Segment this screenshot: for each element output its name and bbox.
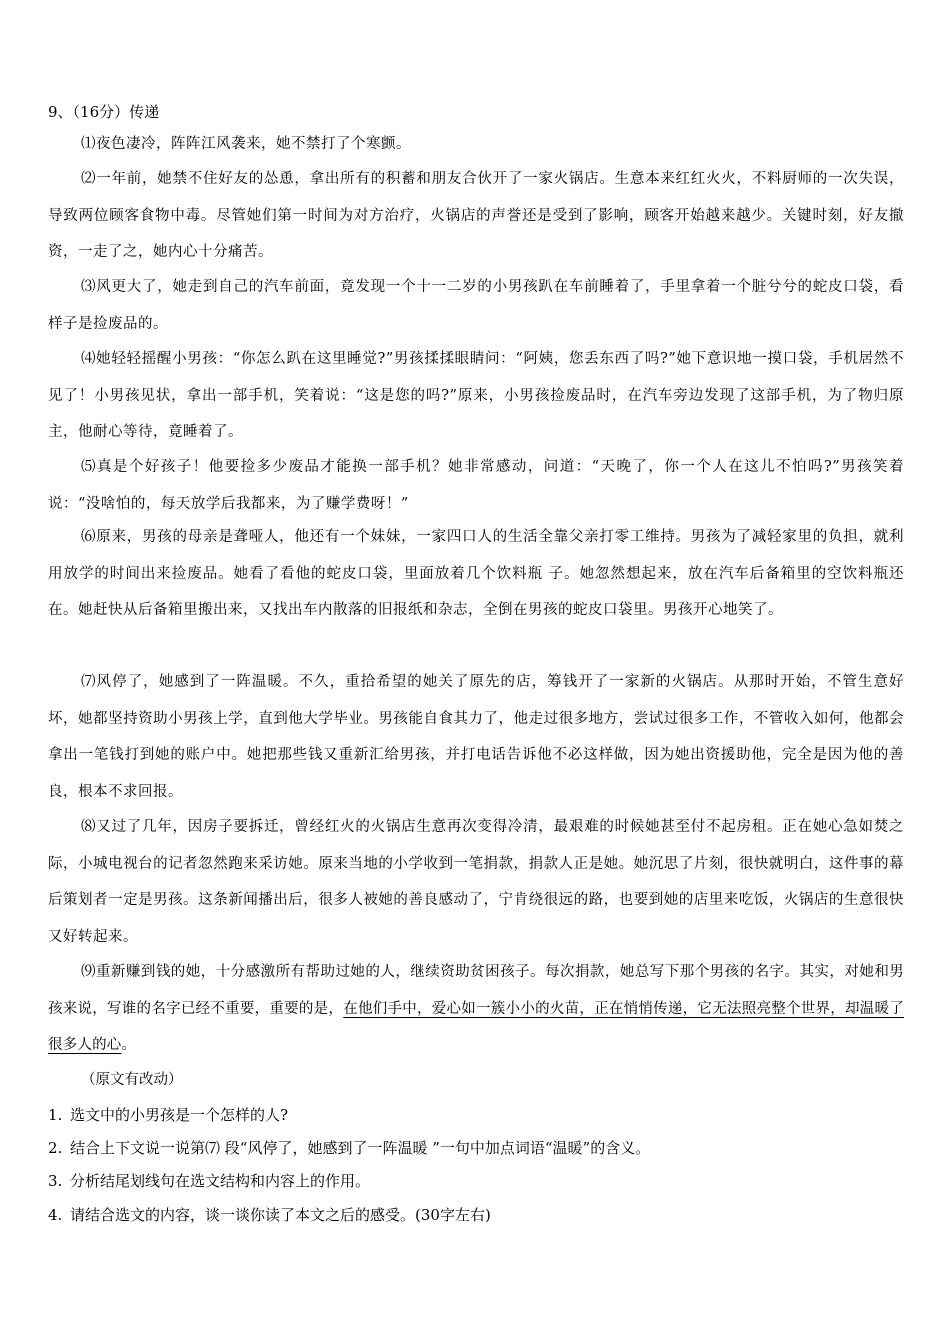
question-1	[48, 1103, 288, 1127]
question-text: 分析结尾划线句在选文结构和内容上的作用。	[70, 1172, 371, 1190]
question-4	[48, 1203, 491, 1227]
question-text: 选文中的小男孩是一个怎样的人?	[70, 1106, 289, 1124]
question-number: 3.	[48, 1172, 63, 1190]
paragraph-9-text: ⑼重新赚到钱的她，十分感激所有帮助过她的人，继续资助贫困孩子。每次捐款，她总写下那个男孩的名字。其实，对她和男孩来说，写谁的名字已经不重要，重要的是，	[48, 964, 904, 1017]
question-number: 4.	[48, 1206, 63, 1224]
source-note: （原文有改动）	[81, 1072, 183, 1088]
passage-paragraph-3: ⑶风更大了，她走到自己的汽车前面，竟发现一个十一二岁的小男孩趴在车前睡着了，手里拿着一个脏兮兮的蛇皮口袋，看样子是捡废品的。	[48, 279, 904, 332]
passage-paragraph-4: ⑷她轻轻摇醒小男孩：“你怎么趴在这里睡觉?”男孩揉揉眼睛问：“阿姨，您丢东西了吗?”她下意识地一摸口袋，手机居然不见了！小男孩见状，拿出一部手机，笑着说：“这是您的吗?”原来，小男孩捡废品时，在汽车旁边发现了这部手机，为了物归原主，他耐心等待，竟睡着了。	[48, 351, 904, 440]
underlined-sentence: 在他们手中，爱心如一簇小小的火苗，正在悄悄传递，它无法照亮整个世界，却温暖了很多人的心	[48, 1000, 905, 1053]
passage-paragraph-1: ⑴夜色凄冷，阵阵江风袭来，她不禁打了个寒颤。	[81, 136, 411, 152]
passage-paragraph-7: ⑺风停了，她感到了一阵温暖。不久，重拾希望的她关了原先的店，筹钱开了一家新的火锅店。从那时开始，不管生意好坏，她都坚持资助小男孩上学，直到他大学毕业。男孩能自食其力了，他走过很多地方，尝试过很多工作，不管收入如何，他都会拿出一笔钱打到她的账户中。她把那些钱又重新汇给男孩，并打电话告诉他不必这样做，因为她出资援助他，完全是因为他的善良，根本不求回报。	[48, 674, 904, 800]
passage-paragraph-6: ⑹原来，男孩的母亲是聋哑人，他还有一个妹妹，一家四口人的生活全靠父亲打零工维持。男孩为了减轻家里的负担，就利用放学的时间出来捡废品。她看了看他的蛇皮口袋，里面放着几个饮料瓶 子。她忽然想起来，放在汽车后备箱里的空饮料瓶还在。她赶快从后备箱里搬出来，又找出车内散落的旧报纸和杂志，全倒在男孩的蛇皮口袋里。男孩开心地笑了。	[48, 529, 904, 618]
question-text: 结合上下文说一说第⑺ 段“风停了，她感到了一阵温暖 ”一句中加点词语“温暖”的含义。	[70, 1139, 651, 1157]
question-3	[48, 1169, 370, 1193]
paragraph-9-tail: 。	[121, 1037, 137, 1053]
question-title: 9、（16分）传递	[48, 103, 160, 121]
question-number: 2.	[48, 1139, 63, 1157]
passage-paragraph-2: ⑵一年前，她禁不住好友的怂恿，拿出所有的积蓄和朋友合伙开了一家火锅店。生意本来红红火火，不料厨师的一次失误，导致两位顾客食物中毒。尽管她们第一时间为对方治疗，火锅店的声誉还是受到了影响，顾客开始越来越少。关键时刻，好友撤资，一走了之，她内心十分痛苦。	[48, 171, 904, 260]
question-number: 1.	[48, 1106, 63, 1124]
passage-paragraph-5: ⑸真是个好孩子！他要捡多少废品才能换一部手机？她非常感动，问道：“天晚了，你一个人在这儿不怕吗?”男孩笑着说：“没啥怕的，每天放学后我都来，为了赚学费呀！”	[48, 459, 904, 512]
question-text: 请结合选文的内容，谈一谈你读了本文之后的感受。(30字左右)	[70, 1206, 491, 1224]
passage-paragraph-8: ⑻又过了几年，因房子要拆迁，曾经红火的火锅店生意再次变得冷清，最艰难的时候她甚至付不起房租。正在她心急如焚之际，小城电视台的记者忽然跑来采访她。原来当地的小学收到一笔捐款，捐款人正是她。她沉思了片刻，很快就明白，这件事的幕后策划者一定是男孩。这条新闻播出后，很多人被她的善良感动了，宁肯绕很远的路，也要到她的店里来吃饭，火锅店的生意很快又好转起来。	[48, 819, 904, 945]
question-2	[48, 1136, 650, 1160]
passage-paragraph-9	[48, 954, 904, 1064]
